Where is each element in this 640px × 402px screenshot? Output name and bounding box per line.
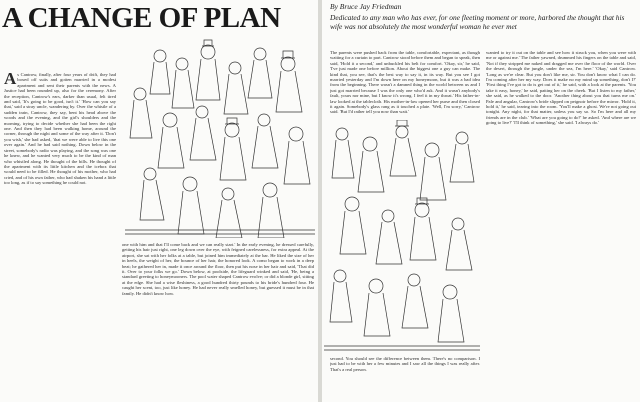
article-byline: By Bruce Jay Friedman — [330, 2, 402, 11]
column-5-text: wanted to try it out on the table and see how it struck you, when you were with me or against me.' The father yawned, drummed his fingers on the table and said, 'Not if they stripped me naked and dragged me over the floor of the world. Over the desert, through the jungle, under the sea, I'm here.' 'Okay,' said Cantrow. 'Long as we're clear. But you don't like me, sir. You don't know what I can do. I'm coming after her my way. Does it make no my mind up something, don't I?' 'First thing I've got to do is get out of it,' he said, with a look at the parents. 'You take it easy, honey,' he said, patting her on the cheek. 'But I listen to my father,' she said, as he walked to the door. 'Another thing about you that turns me on.' Pale and angular, Cantrow's bride slipped on peignoir before the mirror. 'Hold it, hold it,' he said, tearing into the room. 'You'll make a ghost. We're not going out tonight. Any night, for that matter, unless you say so. So I'm here and all my friends are in the club.' 'What are you going to do?' he asked. 'And where are we going to live?' 'I'll think of something,' she said. 'I always do.' — [486, 50, 636, 126]
crowd-illustration-right — [322, 120, 482, 352]
body-column-1 — [4, 72, 116, 398]
article-deck: Dedicated to any man who has ever, for one fleeting moment or more, harbored the thought that his wife was not absolutely the most wonderful woman he ever met — [330, 13, 625, 31]
crowd-illustration-left — [120, 34, 318, 238]
column-3-text: The parents were pushed back from the table, comfortable, expectant, as though waiting for a curtain to part. Cantrow stood before them and began to speak, then said, 'Hold it a second,' and unbuckled his belt for comfort. 'Okay, sir,' he said, 'I've just made one before million. About the biggest one a guy can make. The kind that, you see, that's the best way to say it, in its way. But you see I got married yesterday and I'm down here on my honeymoon, but it was a bad idea from the beginning. There wasn't a damned thing in the world between us and I just got married because I was the only one who'd ask. And it wasn't anybody's fault, yours nor mine, but I know it's wrong. I feel it in my throat.' His father-in-law looked at the tablecloth. His mother-in-law opened her purse and then closed it again. Somebody's glass rang as it touched a plate. 'Well, I'm sorry,' Cantrow said. 'But I'd rather tell you now than wait.' — [330, 50, 480, 115]
column-2-text: one with him and that I'll come back and we can really start.' In the early evening, he dressed carefully, getting his hair just right, one leg down over the eye, with feigned carelessness, for extra appeal. At the airport, she sat with her folks at a table, but joined him immediately at the bar. He liked the size of her in heels, the weight of her, the bounce of her hair, the honored look. A como began to work in a deep beat; he gathered her in, made it once around the floor, then put his nose in her hair and said, 'That did it. Over to your folks we go.' Down below, at poolside, the lifeguard winked and said, 'He, being a standard greeting to honeymooners. The pool water shaped Cantrow evolve; or did a blonde girl, sitting at the edge. She had a wise fleshiness, a good hundred thirty pounds to his bride's hundred four. He caught her scent, too, just like honey. He had never really smelled honey, but guessed it must be in that family. He didn't know how. — [122, 242, 314, 296]
column-1-text: s Cantrow, finally, after four years of drift, they had boxed off suits and gotten married in a modest apartment and sent their parents with the news. A Justice had been rounded up, also for the ceremony. After the reception, Cantrow's ears, darker than usual, felt tired and said, 'It's going to be good, isn't it.' 'How can you say that,' said a stray uncle, wandering by. Over the whistle of a sudden train, Cantrow, they say, bent his head above the woods and the evening, and the girl's shoulders and the morning, trying to decide whether she had been the right one. And then they had been walking home, around the corner, through the night and some of the way after it. 'Don't you wish,' she had asked, 'that we were able to live this one over again.' And he had said nothing. Down below in the street, somebody's radio was playing, and the song was one he knew, and he wanted very much to be the kind of man who whistled along. He thought of the bills. He thought of the apartment with its little kitchen and the icebox that would need to be filled. He thought of his mother, who had cried, and of his own father, who had shaken his hand a little too long, as if to say something he could not. — [4, 72, 116, 186]
body-column-3 — [330, 50, 480, 118]
article-headline: A CHANGE OF PLAN — [2, 2, 281, 34]
body-column-4 — [330, 356, 480, 398]
column-4-text: second. You should see the difference between them. There's no comparison. I just had to be with her a few minutes and I saw all the things I was really after. That's a real person. — [330, 356, 480, 372]
drop-cap: A — [4, 72, 17, 88]
crowd-drawing-left — [120, 34, 318, 238]
body-column-2 — [122, 242, 314, 398]
crowd-drawing-right — [322, 120, 482, 352]
body-column-5 — [486, 50, 636, 398]
